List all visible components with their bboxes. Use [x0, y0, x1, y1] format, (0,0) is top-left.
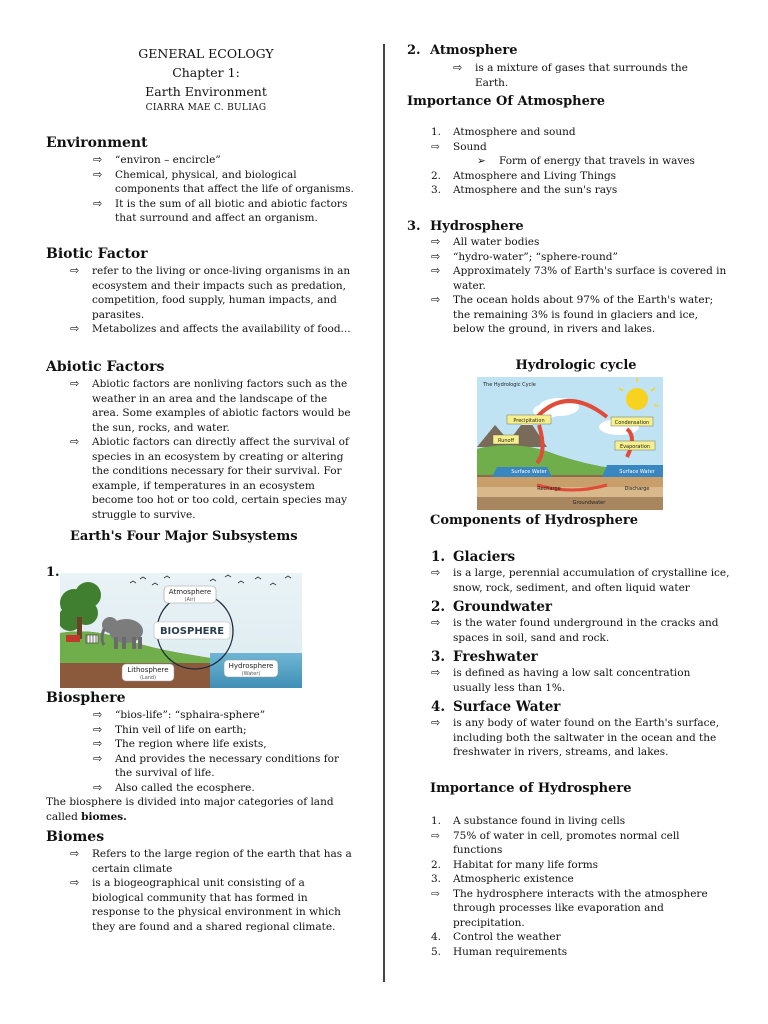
list-item: ⇨ Sound	[431, 140, 487, 153]
precipitation-label: Precipitation	[513, 418, 545, 424]
biotic-heading: Biotic Factor	[46, 246, 148, 262]
list-item: ⇨ “bios-life”: “sphaira-sphere”	[93, 708, 266, 721]
importance-atmosphere-heading: Importance Of Atmosphere	[407, 94, 606, 109]
list-item: 5. Human requirements	[431, 945, 568, 958]
list-item: 2. Groundwater	[431, 599, 553, 615]
component-name: Glaciers	[453, 549, 516, 565]
list-item: 3. Freshwater	[431, 649, 538, 665]
evaporation-label: Evaporation	[619, 444, 651, 450]
condensation-label: Condensation	[614, 420, 650, 426]
author-name: CIARRA MAE C. BULIAG	[145, 103, 267, 113]
list-item: ⇨ The ocean holds about 97% of the Earth's water; the remaining 3% is found in glaciers and ice, below the ground, in rivers and lakes.	[431, 293, 714, 335]
list-item: 4. Surface Water	[431, 699, 561, 715]
importance-hydro-list	[431, 814, 731, 959]
environment-heading: Environment	[46, 135, 148, 151]
list-item: ⇨ Abiotic factors can directly affect the survival of species in an ecosystem by creating or altering the conditions necessary for their survival. For example, if temperatures in an ecosystem become too hot or too cold, certain species may struggle to survive.	[70, 435, 349, 521]
discharge-label: Discharge	[624, 486, 650, 492]
arrow-icon: ⇨	[93, 722, 103, 736]
list-item: 4. Control the weather	[431, 931, 561, 943]
arrow-icon: ⇨	[70, 876, 80, 889]
component-name: Freshwater	[453, 649, 538, 665]
hydrosphere-label: Hydrosphere	[228, 662, 274, 670]
arrow-icon: ⇨	[70, 847, 80, 860]
list-item: ⇨ Refers to the large region of the earth that has a certain climate	[70, 847, 352, 875]
hydrosphere-sublabel: (Water)	[241, 671, 261, 677]
list-item: ⇨ is a large, perennial accumulation of crystalline ice, snow, rock, sediment, and often liquid water	[431, 566, 730, 594]
list-item: ⇨ is the water found underground in the cracks and spaces in soil, sand and rock.	[431, 616, 719, 644]
biomes-heading: Biomes	[46, 829, 105, 845]
list-item: ⇨ And provides the necessary conditions for the survival of life.	[93, 751, 340, 779]
list-item: ⇨ is defined as having a low salt concentration usually less than 1%.	[431, 666, 691, 694]
list-item: ⇨ It is the sum of all biotic and abiotic factors that surround and affect an organism.	[93, 196, 348, 224]
atmosphere-sublabel: (Air)	[184, 597, 196, 603]
components-list	[431, 548, 731, 760]
biosphere-section	[46, 689, 356, 824]
component-name: Surface Water	[453, 699, 561, 715]
importance-hydro-heading: Importance of Hydrosphere	[430, 781, 632, 796]
list-item: 3. Atmosphere and the sun's rays	[431, 184, 618, 196]
subsystem-number: 1.	[46, 565, 60, 580]
surface-water-right-label: Surface Water	[619, 469, 655, 475]
list-item: ⇨ Abiotic factors are nonliving factors such as the weather in an area and the landscape of the area. Some examples of abiotic factors would be the sun, rocks, and water.	[70, 377, 351, 434]
list-item: 2. Atmosphere and Living Things	[431, 169, 617, 182]
hydro-figure-title: The Hydrologic Cycle	[483, 382, 536, 388]
document-header	[46, 44, 366, 115]
arrow-icon: ⇨	[431, 666, 441, 679]
atmosphere-definition	[453, 61, 713, 90]
list-item: ⇨ is a mixture of gases that surrounds the Earth.	[453, 61, 688, 89]
arrow-icon: ⇨	[93, 737, 103, 750]
arrow-icon: ⇨	[93, 751, 103, 765]
arrow-icon: ⇨	[93, 153, 103, 166]
arrow-icon: ⇨	[431, 264, 441, 277]
arrow-icon: ⇨	[431, 293, 441, 306]
list-item: ⇨ is any body of water found on the Earth's surface, including both the saltwater in the ocean and the freshwater in rivers, streams, and lakes.	[431, 716, 720, 758]
arrow-icon: ⇨	[70, 435, 80, 448]
arrow-icon: ⇨	[431, 716, 441, 729]
list-item: ⇨ Metabolizes and affects the availability of food...	[70, 322, 351, 335]
surface-water-left-label: Surface Water	[511, 469, 547, 475]
arrow-icon: ⇨	[431, 249, 441, 263]
list-item: 1. Atmosphere and sound	[431, 126, 576, 138]
list-item: ⇨ Thin veil of life on earth;	[93, 722, 247, 736]
atmosphere-heading: Atmosphere	[430, 43, 518, 58]
arrow-icon: ⇨	[431, 235, 441, 248]
course-title: GENERAL ECOLOGY	[138, 46, 274, 61]
arrow-icon: ⇨	[93, 196, 103, 210]
arrow-icon: ⇨	[93, 167, 103, 181]
subsystems-heading: Earth's Four Major Subsystems	[70, 529, 298, 544]
arrow-icon: ⇨	[70, 322, 80, 335]
list-item: ⇨ The hydrosphere interacts with the atmosphere through processes like evaporation and precipitation.	[431, 887, 708, 929]
list-item: 1. A substance found in living cells	[431, 815, 626, 827]
hydrosphere-number: 3.	[407, 219, 421, 234]
arrow-icon: ⇨	[431, 887, 440, 900]
list-item: 2. Habitat for many life forms	[431, 858, 599, 871]
list-item: ⇨ Approximately 73% of Earth's surface is covered in water.	[431, 264, 727, 292]
lithosphere-sublabel: (Land)	[139, 675, 157, 681]
importance-atmosphere-list	[431, 125, 731, 198]
abiotic-heading: Abiotic Factors	[46, 359, 165, 375]
arrow-icon: ⇨	[431, 616, 441, 629]
list-item: ➢ Form of energy that travels in waves	[477, 155, 695, 167]
atmosphere-number: 2.	[407, 43, 421, 58]
biosphere-label: BIOSPHERE	[159, 626, 225, 637]
list-item: ⇨ “environ – encircle”	[93, 153, 221, 166]
arrow-icon: ⇨	[431, 140, 440, 153]
hydrologic-diagram	[477, 377, 663, 510]
environment-section	[46, 134, 356, 226]
lithosphere-label: Lithosphere	[127, 666, 169, 674]
hydrologic-figure	[477, 377, 663, 510]
hydrologic-heading: Hydrologic cycle	[515, 358, 637, 373]
runoff-label: Runoff	[497, 438, 515, 444]
atmosphere-label: Atmosphere	[168, 588, 212, 596]
list-item: ⇨ The region where life exists,	[93, 737, 267, 750]
biosphere-diagram	[60, 573, 302, 688]
list-item: ⇨ is a biogeographical unit consisting of a biological community that has formed in response to the physical environment in which they are found and a shared regional climate.	[70, 876, 341, 933]
list-item: 3. Atmospheric existence	[431, 873, 574, 885]
list-item: ⇨ Chemical, physical, and biological components that affect the life of organisms.	[93, 167, 354, 195]
chapter-title: Earth Environment	[145, 84, 267, 99]
arrow-icon: ⇨	[431, 829, 440, 842]
biomes-section	[46, 828, 356, 934]
hydrosphere-heading: Hydrosphere	[430, 219, 524, 234]
list-item: ⇨ Also called the ecosphere.	[93, 780, 255, 794]
column-divider	[383, 44, 385, 982]
pointer-icon: ➢	[477, 155, 486, 167]
abiotic-section	[46, 358, 356, 522]
list-item: ⇨ All water bodies	[431, 235, 540, 248]
list-item: ⇨ 75% of water in cell, promotes normal cell functions	[431, 829, 680, 856]
groundwater-label: Groundwater	[572, 500, 606, 506]
arrow-icon: ⇨	[93, 708, 103, 721]
biotic-section	[46, 245, 356, 337]
biosphere-paragraph: The biosphere is divided into major categories of land called biomes.	[46, 796, 334, 823]
arrow-icon: ⇨	[70, 264, 80, 277]
biosphere-figure	[60, 573, 302, 688]
component-name: Groundwater	[453, 599, 553, 615]
arrow-icon: ⇨	[70, 377, 80, 390]
list-item: ⇨ refer to the living or once-living organisms in an ecosystem and their impacts such as predation, competition, food supply, human impacts, and parasites.	[70, 264, 351, 321]
chapter-number: Chapter 1:	[172, 65, 240, 80]
recharge-label: Recharge	[537, 486, 561, 492]
arrow-icon: ⇨	[453, 61, 463, 74]
components-heading: Components of Hydrosphere	[430, 513, 639, 528]
arrow-icon: ⇨	[431, 566, 441, 579]
hydrosphere-list	[431, 235, 731, 337]
arrow-icon: ⇨	[93, 780, 103, 794]
biosphere-heading: Biosphere	[46, 690, 126, 706]
list-item: 1. Glaciers	[431, 549, 516, 565]
list-item: ⇨ “hydro-water”; “sphere-round”	[431, 249, 618, 263]
